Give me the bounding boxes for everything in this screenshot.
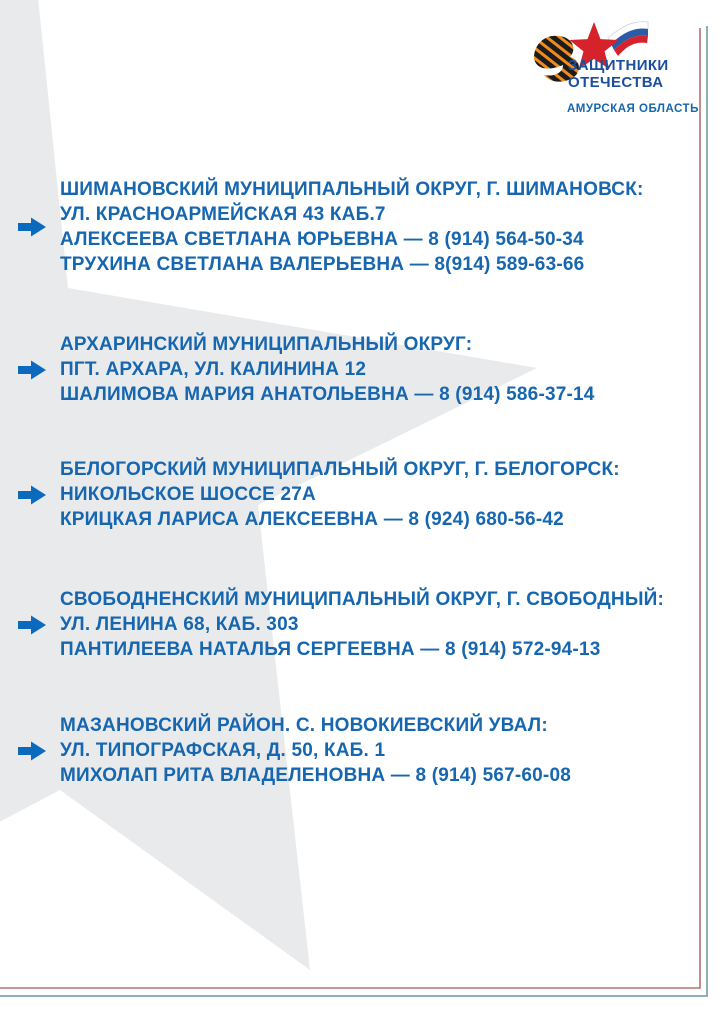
logo-title-line2: ОТЕЧЕСТВА: [568, 73, 664, 91]
district-section-svobodny: [18, 587, 708, 662]
arrow-bullet-icon: [18, 360, 46, 379]
district-section-shimanovsk: [18, 177, 708, 277]
section-lines: [60, 457, 708, 532]
section-lines: [60, 177, 708, 277]
logo-title: [568, 58, 688, 91]
section-address: НИКОЛЬСКОЕ ШОССЕ 27А: [60, 484, 316, 505]
contact-line: МИХОЛАП РИТА ВЛАДЕЛЕНОВНА — 8 (914) 567-60-08: [60, 765, 571, 786]
arrow-bullet-icon: [18, 485, 46, 504]
district-section-arhara: [18, 332, 708, 407]
section-heading: БЕЛОГОРСКИЙ МУНИЦИПАЛЬНЫЙ ОКРУГ, Г. БЕЛОГОРСК:: [60, 459, 620, 480]
section-lines: [60, 713, 708, 788]
district-section-mazanovsky: [18, 713, 708, 788]
section-heading: АРХАРИНСКИЙ МУНИЦИПАЛЬНЫЙ ОКРУГ:: [60, 334, 473, 355]
arrow-bullet-icon: [18, 218, 46, 237]
arrow-bullet-icon: [18, 741, 46, 760]
section-heading: ШИМАНОВСКИЙ МУНИЦИПАЛЬНЫЙ ОКРУГ, Г. ШИМАНОВСК:: [60, 179, 644, 200]
contact-line: КРИЦКАЯ ЛАРИСА АЛЕКСЕЕВНА — 8 (924) 680-56-42: [60, 509, 564, 530]
arrow-bullet-icon: [18, 615, 46, 634]
contact-line: ТРУХИНА СВЕТЛАНА ВАЛЕРЬЕВНА — 8(914) 589-63-66: [60, 254, 585, 275]
section-heading: МАЗАНОВСКИЙ РАЙОН. С. НОВОКИЕВСКИЙ УВАЛ:: [60, 715, 548, 736]
section-lines: [60, 587, 708, 662]
section-lines: [60, 332, 708, 407]
logo-title-line1: ЗАЩИТНИКИ: [568, 57, 669, 74]
contact-line: ПАНТИЛЕЕВА НАТАЛЬЯ СЕРГЕЕВНА — 8 (914) 572-94-13: [60, 639, 601, 660]
section-address: ПГТ. АРХАРА, УЛ. КАЛИНИНА 12: [60, 359, 367, 380]
logo-region-label: АМУРСКАЯ ОБЛАСТЬ: [567, 103, 699, 115]
contact-line: АЛЕКСЕЕВА СВЕТЛАНА ЮРЬЕВНА — 8 (914) 564-50-34: [60, 229, 584, 250]
section-address: УЛ. КРАСНОАРМЕЙСКАЯ 43 КАБ.7: [60, 204, 386, 225]
section-heading: СВОБОДНЕНСКИЙ МУНИЦИПАЛЬНЫЙ ОКРУГ, Г. СВОБОДНЫЙ:: [60, 589, 665, 610]
section-address: УЛ. ТИПОГРАФСКАЯ, Д. 50, КАБ. 1: [60, 740, 386, 761]
section-address: УЛ. ЛЕНИНА 68, КАБ. 303: [60, 614, 299, 635]
district-section-belogorsk: [18, 457, 708, 532]
flag-ribbon-icon: [608, 22, 648, 56]
contact-line: ШАЛИМОВА МАРИЯ АНАТОЛЬЕВНА — 8 (914) 586-37-14: [60, 384, 595, 405]
